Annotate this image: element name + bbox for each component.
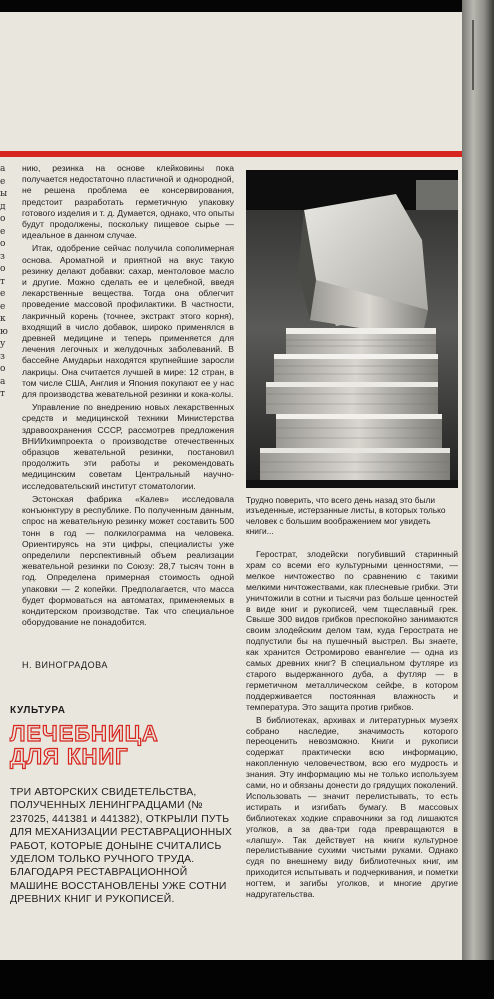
article-column-left: [22, 163, 234, 628]
red-rule-left: [0, 151, 236, 157]
edge-fragment: з: [0, 351, 5, 362]
edge-fragment: е: [0, 289, 6, 299]
edge-fragment: а: [0, 376, 6, 387]
edge-fragment: е: [0, 226, 6, 237]
scan-bottom-edge: [0, 960, 494, 999]
edge-fragment: к: [0, 314, 6, 324]
photo-caption: Трудно поверить, что всего день назад это были изъеденные, истерзанные листы, в которых только человек с большим воображением мог увидеть книги...: [246, 495, 446, 537]
edge-fragment: е: [0, 301, 6, 312]
article-headline: [10, 722, 240, 768]
edge-fragment: о: [0, 214, 6, 224]
edge-fragment: а: [0, 164, 6, 174]
article-column-right: [246, 549, 458, 900]
previous-page-edge: [0, 163, 14, 401]
author-signature: Н. ВИНОГРАДОВА: [22, 660, 108, 670]
edge-fragment: ы: [0, 189, 8, 199]
paragraph: нию, резинка на основе клейковины пока получается недостаточно пластичной и однородной, не решена проблема ее консервирования, предстоит разработать герметичную упаковку готового изделия и т. д. Думается, однако, что опыты будут продолжены, поскольку пищевое сырье — идеальное в данном случае.: [22, 163, 234, 241]
binding-spine: [462, 0, 494, 999]
paragraph: В библиотеках, архивах и литературных музеях собрано наследие, значимость которого переоценить невозможно. Книги и рукописи содержат практически всю информацию, накопленную человечеством, всю его мудрость и знания. Эту информацию мы не только используем сами, но и обязаны донести до грядущих поколений. Использовать — значит перелистывать, то есть истирать и изгибать бумагу. В массовых библиотеках ходкие справочники за год лишаются уголков, а за два-три года превращаются в «лапшу». Так действует на книги культурное перелистывание сухими чистыми руками. Однако судя по внешнему виду библиотечных книг, им приходится испытывать и подчеркивания, и пометки ногтем, и загибы уголков, и многие другие надругательства.: [246, 714, 458, 900]
edge-fragment: ю: [0, 326, 8, 337]
edge-fragment: е: [0, 176, 6, 187]
red-rule-right: [236, 151, 462, 157]
edge-fragment: т: [0, 389, 5, 399]
headline-line-1: ЛЕЧЕБНИЦА: [10, 721, 159, 746]
stacked-books-image: [246, 170, 458, 488]
spine-marks: [472, 20, 488, 90]
paragraph: Герострат, злодейски погубивший старинный храм со всеми его культурными ценностями, — мелкое ничтожество по сравнению с такими мелкими ничтожествами, как плесневые грибки. Эти уничтожили в сотни и тысячи раз больше ценностей в виде книг и рукописей, чем тщеславный грек. Свыше 300 видов грибков преспокойно занимаются своим злодейским делом там, куда Герострата не подпустили бы на пушечный выстрел. Вы знаете, как хранится Остромирово евангелие — одна из самых древних книг? В специальном футляре из старого выдержанного дуба, а футляр — в герметичном металлическом сейфе, в котором поддерживается постоянная влажность и температура. Это защита против грибков.: [246, 549, 458, 712]
books-photo: [246, 170, 458, 488]
section-rubric: КУЛЬТУРА: [10, 705, 66, 716]
edge-fragment: з: [0, 251, 5, 262]
edge-fragment: т: [0, 276, 5, 287]
paragraph: Управление по внедрению новых лекарственных средств и медицинской техники Министерства здравоохранения СССР, рассмотрев предложения ВНИИхимпроекта о производстве отечественных образцов жевательной резинки, постановил продолжить эти работы и рекомендовать медицинским советам Центральный научно-исследовательский институт стоматологии.: [22, 402, 234, 491]
edge-fragment: о: [0, 239, 6, 249]
edge-fragment: д: [0, 201, 6, 212]
edge-fragment: у: [0, 339, 6, 349]
edge-fragment: о: [0, 364, 6, 374]
headline-line-2: ДЛЯ КНИГ: [10, 744, 129, 769]
edge-fragment: о: [0, 264, 6, 274]
paragraph: Итак, одобрение сейчас получила сополимерная основа. Ароматной и приятной на вкус такую резинку делают добавки: сахар, ментоловое масло и другие. Можно сделать ее и целебной, введя лекарственные вещества. Тогда она облегчит проведение массовой профилактики. В частности, лакричный корень (точнее, экстракт этого корня), входящий в число добавок, широко применялся в древней медицине и теперь применяется для лечения легочных и желудочных заболеваний. В бассейне Амударьи находятся крупнейшие заросли лакрицы. Она считается лучшей в мире: 12 стран, в том числе США, Англия и Япония покупают ее у нас для производства жевательной резинки и кока-колы.: [22, 243, 234, 400]
article-lead: ТРИ АВТОРСКИХ СВИДЕТЕЛЬСТВА, ПОЛУЧЕННЫХ ЛЕНИНГРАДЦАМИ (№ 237025, 441381 и 441382), ОТКРЫЛИ ПУТЬ ДЛЯ МЕХАНИЗАЦИИ РЕСТАВРАЦИОННЫХ РАБОТ, КОТОРЫЕ ДОНЫНЕ СЧИТАЛИСЬ УДЕЛОМ ТОЛЬКО РУЧНОГО ТРУДА. БЛАГОДАРЯ РЕСТАВРАЦИОННОЙ МАШИНЕ ВОССТАНОВЛЕНЫ УЖЕ СОТНИ ДРЕВНИХ КНИГ И РУКОПИСЕЙ.: [10, 787, 233, 906]
paragraph: Эстонская фабрика «Калев» исследовала конъюнктуру в республике. По полученным данным, спрос на жевательную резинку может составить 500 тонн в год — полкилограмма на человека. Ориентируясь на эти цифры, специалисты уже определили перспективный объем реализации жевательной резинки по Союзу: 28,7 тысяч тонн в год. Определена примерная стоимость одной упаковки — 2 копейки. Предполагается, что масса будет формоваться на автоматах, применяемых в кондитерском производстве. Так что специальное оборудование не понадобится.: [22, 493, 234, 628]
